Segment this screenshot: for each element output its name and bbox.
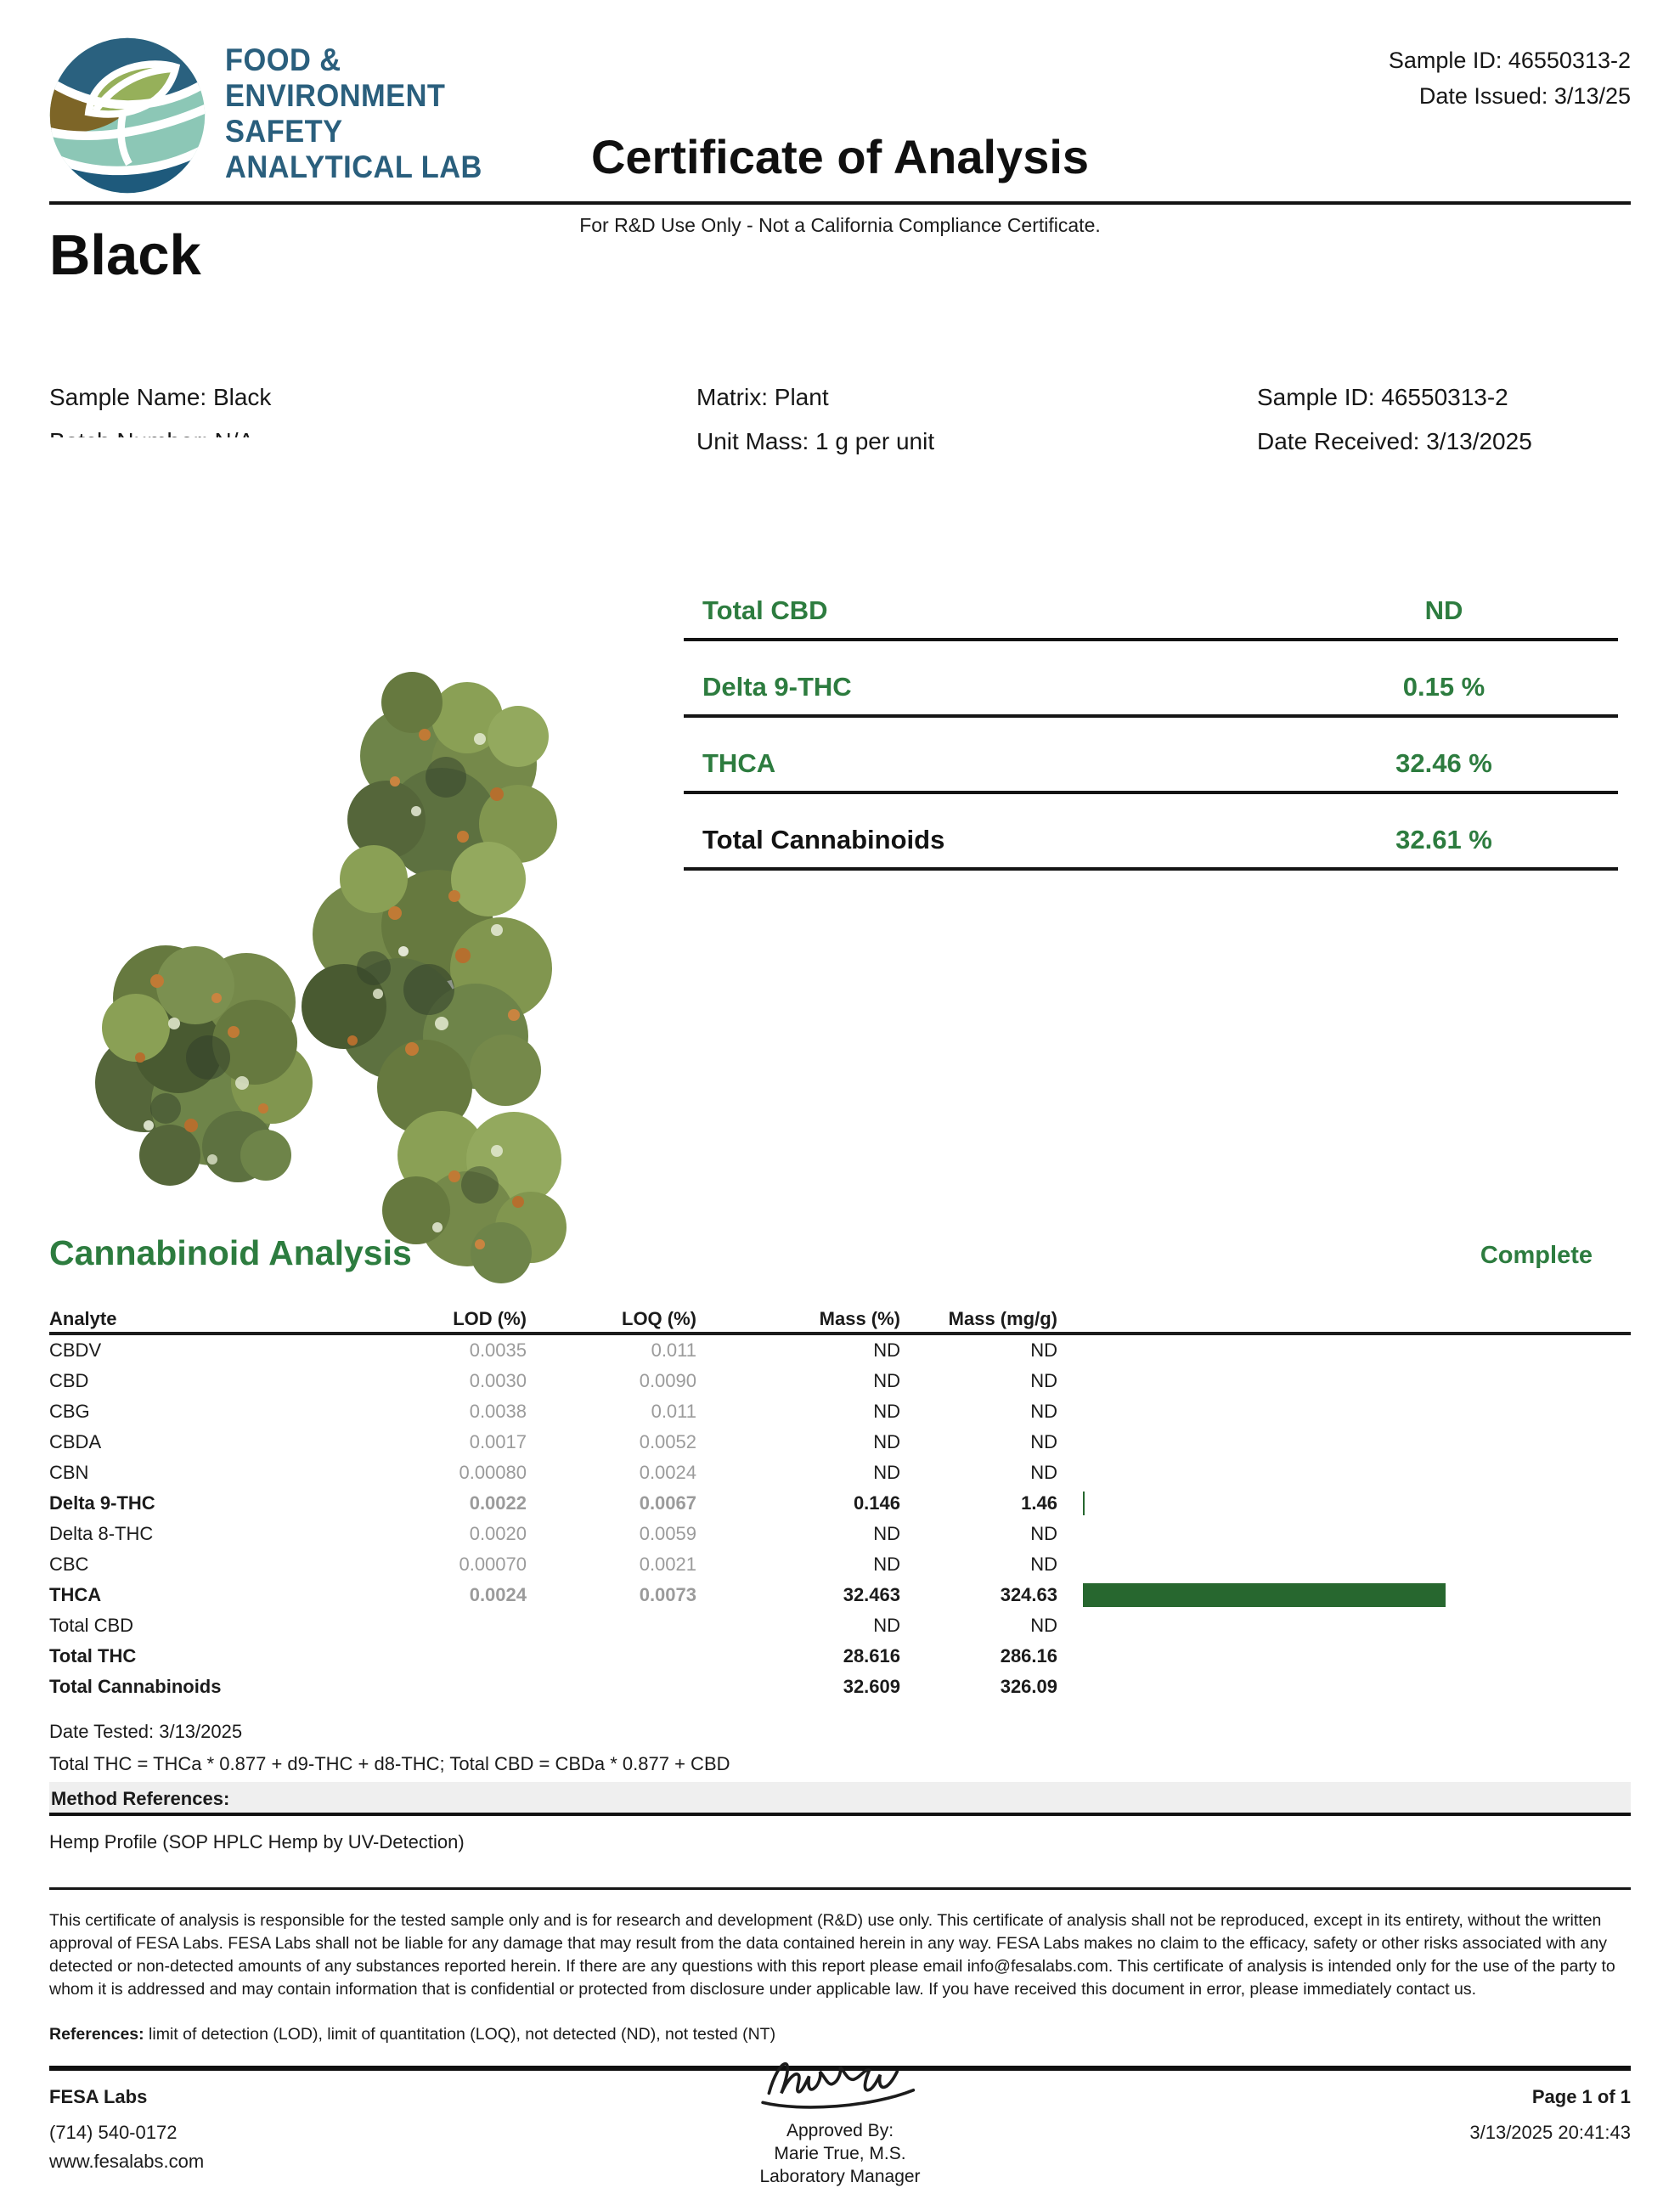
footer-approval: [0, 2045, 1680, 2188]
table-header-row: [49, 1306, 1631, 1335]
cannabinoid-table: [49, 1306, 1631, 1702]
potency-summary: [684, 578, 1618, 871]
summary-label: Delta 9-THC: [702, 672, 852, 702]
cell-lod: 0.00070: [459, 1554, 527, 1575]
cell-mass-mgg: ND: [1030, 1523, 1057, 1544]
cell-mass-pct: 32.609: [843, 1676, 900, 1697]
footer-page-info: [1469, 2083, 1631, 2147]
disclaimer-text: This certificate of analysis is responsible for the tested sample only and is for research and development (R&D) use only. This certificate of analysis shall not be reproduced, except in its entirety, without the written approval of FESA Labs. FESA Labs shall not be liable for any damage that may result from the data contained herein in any way. FESA Labs makes no claim to the efficacy, safety or other risks associated with any detected or non-detected amounts of any substances reported herein. If there are any questions with this report please email info@fesalabs.com. This certificate of analysis is intended only for the use of the party to whom it is addressed and may contain information that is confidential or protected from disclosure under applicable law. If you have received this document in error, please immediately contact us.: [49, 1911, 1615, 1999]
cell-analyte: Total THC: [49, 1645, 137, 1666]
sample-id: Sample ID: 46550313-2: [1257, 384, 1508, 410]
cell-mass-mgg: ND: [1030, 1339, 1057, 1361]
col-header-analyte: Analyte: [49, 1308, 117, 1329]
analysis-status-badge: Complete: [1480, 1242, 1593, 1269]
table-row: [49, 1366, 1631, 1396]
cell-mass-pct: ND: [873, 1431, 900, 1452]
logo-line: SAFETY: [225, 114, 343, 149]
sample-info-col-2: [696, 375, 934, 464]
cell-analyte: Total Cannabinoids: [49, 1676, 222, 1697]
sample-heading: Black: [49, 223, 201, 287]
cell-mass-pct: 32.463: [843, 1584, 900, 1605]
logo-line: ENVIRONMENT: [225, 78, 446, 113]
cell-mass-pct: ND: [873, 1462, 900, 1483]
approver-title: Laboratory Manager: [759, 2167, 921, 2186]
footer-phone: (714) 540-0172: [49, 2122, 178, 2143]
unit-mass: Unit Mass: 1 g per unit: [696, 428, 935, 454]
method-references-header: Method References:: [49, 1782, 1631, 1816]
cell-mass-pct: ND: [873, 1370, 900, 1391]
mass-bar: [1083, 1583, 1446, 1607]
references-label: References:: [49, 2025, 144, 2044]
print-timestamp: 3/13/2025 20:41:43: [1469, 2122, 1631, 2143]
table-row: [49, 1641, 1631, 1672]
header-date-issued: Date Issued: 3/13/25: [1418, 83, 1631, 109]
section-title-cannabinoid-analysis: Cannabinoid Analysis: [49, 1233, 412, 1272]
cell-mass-mgg: ND: [1030, 1462, 1057, 1483]
cell-loq: 0.0067: [639, 1492, 696, 1514]
table-row: [49, 1580, 1631, 1610]
summary-label: Total Cannabinoids: [702, 825, 945, 854]
table-row: [49, 1672, 1631, 1702]
cell-mass-pct: 0.146: [853, 1492, 900, 1514]
header-sample-id: Sample ID: 46550313-2: [1388, 48, 1631, 73]
cell-analyte: CBC: [49, 1554, 89, 1575]
summary-label: Total CBD: [702, 595, 828, 625]
cell-lod: 0.0024: [469, 1584, 527, 1605]
summary-value: 32.61 %: [1395, 825, 1492, 854]
cell-lod: 0.00080: [459, 1462, 527, 1483]
cell-analyte: CBD: [49, 1370, 89, 1391]
footer-lab-name: FESA Labs: [49, 2086, 148, 2107]
page-number: Page 1 of 1: [1531, 2086, 1631, 2107]
cell-loq: 0.0090: [639, 1370, 696, 1391]
cell-loq: 0.011: [651, 1339, 696, 1361]
sample-name: Sample Name: Black: [49, 384, 272, 410]
total-thc-formula: Total THC = THCa * 0.877 + d9-THC + d8-THC; Total CBD = CBDa * 0.877 + CBD: [49, 1753, 730, 1774]
cell-bar: [1057, 1583, 1631, 1607]
header-divider: [49, 201, 1631, 205]
cell-mass-pct: ND: [873, 1554, 900, 1575]
table-row: [49, 1549, 1631, 1580]
sample-info-col-3: [1257, 375, 1532, 464]
cell-mass-mgg: 326.09: [1000, 1676, 1057, 1697]
references-line: [49, 2025, 775, 2044]
summary-row: [684, 641, 1618, 718]
cell-analyte: Delta 8-THC: [49, 1523, 154, 1544]
cell-mass-pct: ND: [873, 1615, 900, 1636]
cell-lod: 0.0022: [469, 1492, 527, 1514]
summary-value: 32.46 %: [1395, 748, 1492, 778]
cell-mass-mgg: ND: [1030, 1401, 1057, 1422]
cell-mass-mgg: ND: [1030, 1554, 1057, 1575]
col-header-loq: LOQ (%): [622, 1308, 696, 1329]
cell-lod: 0.0017: [469, 1431, 527, 1452]
method-reference: Hemp Profile (SOP HPLC Hemp by UV-Detection): [49, 1831, 465, 1852]
document-title: Certificate of Analysis: [590, 130, 1090, 183]
cell-mass-mgg: ND: [1030, 1431, 1057, 1452]
table-row: [49, 1335, 1631, 1366]
cell-mass-pct: 28.616: [843, 1645, 900, 1666]
cell-loq: 0.0052: [639, 1431, 696, 1452]
summary-label: THCA: [702, 748, 776, 778]
cell-loq: 0.0024: [639, 1462, 696, 1483]
summary-row: [684, 794, 1618, 871]
section-divider: [49, 1887, 1631, 1890]
summary-value: 0.15 %: [1402, 672, 1486, 702]
cell-analyte: Total CBD: [49, 1615, 134, 1636]
cell-loq: 0.0059: [639, 1523, 696, 1544]
date-received: Date Received: 3/13/2025: [1257, 428, 1532, 454]
mass-bar: [1083, 1492, 1085, 1515]
cell-mass-mgg: 324.63: [1000, 1584, 1057, 1605]
col-header-mass-pct: Mass (%): [819, 1308, 900, 1329]
col-header-lod: LOD (%): [453, 1308, 527, 1329]
approver-name: Marie True, M.S.: [774, 2144, 906, 2163]
cannabis-buds-image: [38, 437, 629, 1164]
summary-value: ND: [1424, 595, 1463, 625]
cell-lod: 0.0030: [469, 1370, 527, 1391]
cell-mass-pct: ND: [873, 1523, 900, 1544]
cell-lod: 0.0035: [469, 1339, 527, 1361]
cell-analyte: CBN: [49, 1462, 89, 1483]
matrix: Matrix: Plant: [696, 384, 829, 410]
cell-loq: 0.0073: [639, 1584, 696, 1605]
cell-mass-pct: ND: [873, 1401, 900, 1422]
cell-mass-mgg: 286.16: [1000, 1645, 1057, 1666]
date-tested: Date Tested: 3/13/2025: [49, 1721, 243, 1742]
cell-lod: 0.0038: [469, 1401, 527, 1422]
cell-loq: 0.0021: [639, 1554, 696, 1575]
table-row: [49, 1396, 1631, 1427]
approved-by-label: Approved By:: [786, 2121, 894, 2140]
table-row: [49, 1610, 1631, 1641]
cell-mass-mgg: ND: [1030, 1370, 1057, 1391]
cell-bar: [1057, 1492, 1631, 1515]
signature-icon: [755, 2045, 925, 2115]
table-body: [49, 1335, 1631, 1702]
cell-analyte: THCA: [49, 1584, 102, 1605]
cell-analyte: CBDA: [49, 1431, 102, 1452]
logo-line: ANALYTICAL LAB: [225, 149, 482, 184]
table-row: [49, 1519, 1631, 1549]
table-row: [49, 1427, 1631, 1458]
footer-website: www.fesalabs.com: [49, 2151, 205, 2172]
cell-lod: 0.0020: [469, 1523, 527, 1544]
cell-mass-pct: ND: [873, 1339, 900, 1361]
cell-analyte: CBG: [49, 1401, 90, 1422]
logo-line: FOOD &: [225, 42, 341, 77]
sample-photo: [38, 437, 629, 1164]
references-text: limit of detection (LOD), limit of quantitation (LOQ), not detected (ND), not tested (NT): [144, 2025, 776, 2044]
table-row: [49, 1488, 1631, 1519]
cell-analyte: CBDV: [49, 1339, 102, 1361]
summary-row: [684, 718, 1618, 794]
cell-mass-mgg: ND: [1030, 1615, 1057, 1636]
cell-analyte: Delta 9-THC: [49, 1492, 155, 1514]
summary-row: [684, 578, 1618, 641]
col-header-mass-mgg: Mass (mg/g): [948, 1308, 1057, 1329]
cell-loq: 0.011: [651, 1401, 696, 1422]
cell-mass-mgg: 1.46: [1021, 1492, 1057, 1514]
table-row: [49, 1458, 1631, 1488]
document-subtitle: For R&D Use Only - Not a California Compliance Certificate.: [579, 214, 1101, 236]
header-meta: [1389, 42, 1631, 114]
